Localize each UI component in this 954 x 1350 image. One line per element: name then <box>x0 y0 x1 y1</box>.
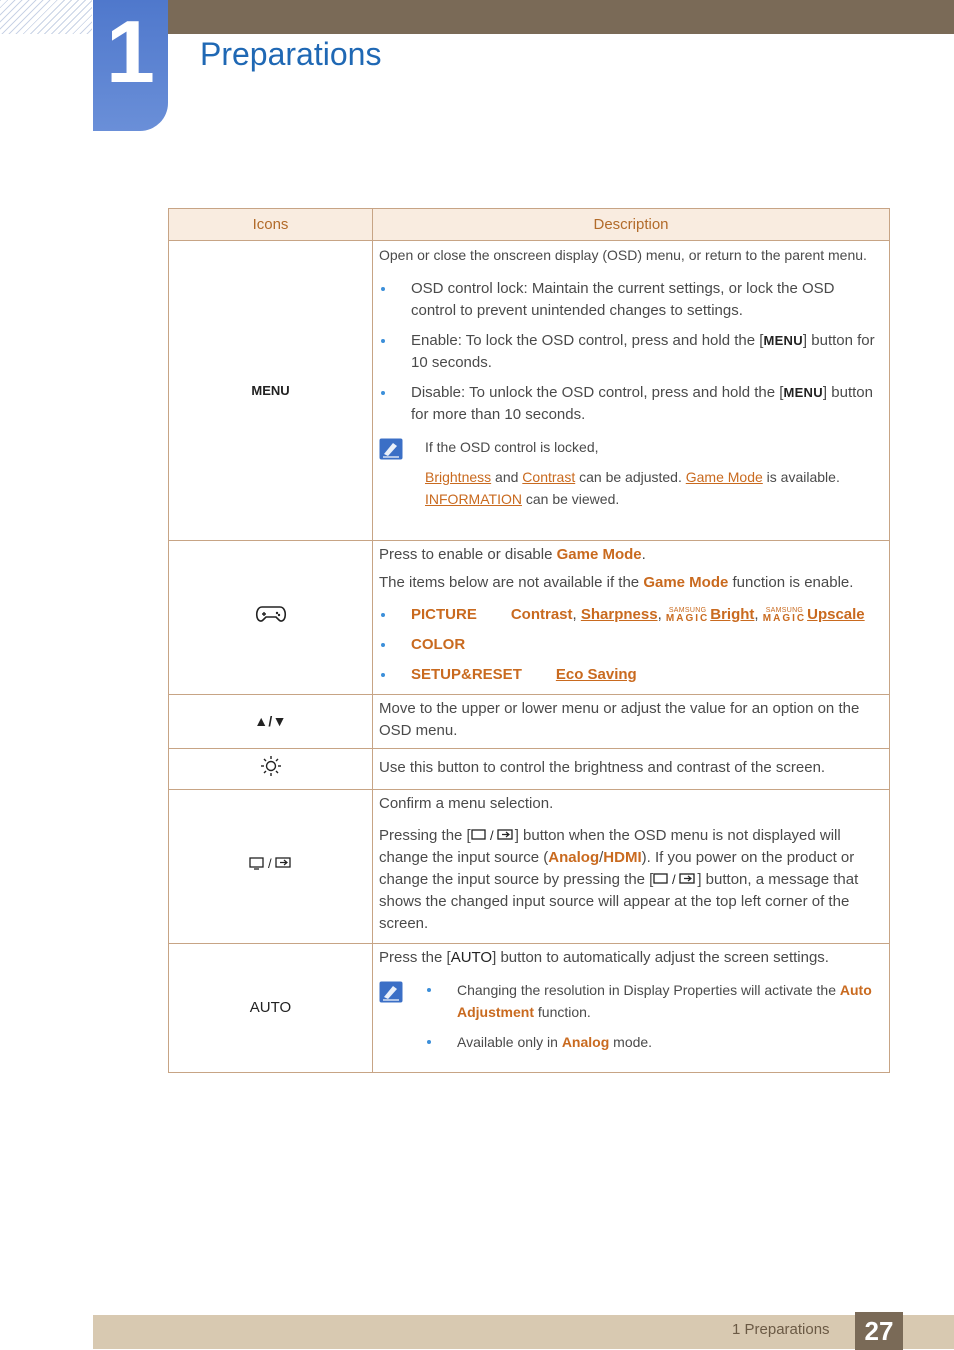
description-column-header: Description <box>373 209 890 241</box>
auto-button-label: AUTO <box>249 999 292 1016</box>
chapter-number: 1 <box>106 2 155 101</box>
analog-label: Analog <box>561 1034 610 1050</box>
enable-text-end: ] button for 10 seconds. <box>411 332 875 371</box>
table-row-source <box>169 790 890 944</box>
disable-text-end: ] button for more than 10 seconds. <box>411 384 873 423</box>
table-row-menu <box>169 241 890 541</box>
note-text: can be adjusted. <box>575 469 686 485</box>
list-item <box>379 382 883 426</box>
note-text: mode. <box>609 1034 653 1050</box>
magic-brand-text: SAMSUNG <box>668 607 707 614</box>
gamepad-icon <box>255 604 287 624</box>
note-text: and <box>491 469 523 485</box>
auto-icon-cell <box>169 944 373 1073</box>
arrows-description-cell <box>373 695 890 749</box>
game-mode-label: Game Mode <box>643 574 729 591</box>
picture-label: PICTURE <box>411 606 477 623</box>
menu-key-label: MENU <box>763 333 803 348</box>
magic-bright-link[interactable]: Bright <box>710 606 755 623</box>
brightness-text: Use this button to control the brightness and contrast of the screen. <box>379 759 826 776</box>
list-item <box>425 1031 883 1053</box>
icons-description-table <box>168 208 890 1073</box>
brightness-icon-cell <box>169 749 373 790</box>
eco-saving-link[interactable]: Eco Saving <box>555 666 637 683</box>
game-text: function is enable. <box>728 574 854 591</box>
osd-lock-note <box>379 436 883 510</box>
source-text: ). If you power on the product or change the input source by pressing the [ <box>379 849 855 888</box>
brightness-link[interactable]: Brightness <box>425 469 492 485</box>
game-line-1 <box>379 544 883 566</box>
page-number: 27 <box>855 1312 903 1350</box>
up-down-arrows-icon: ▲/▼ <box>254 713 287 729</box>
list-item <box>379 330 883 374</box>
confirm-text: Confirm a menu selection. <box>379 795 554 812</box>
magic-brand-text: SAMSUNG <box>765 607 804 614</box>
sharpness-link[interactable]: Sharpness <box>580 606 658 623</box>
list-item <box>425 979 883 1023</box>
table-row-arrows <box>169 695 890 749</box>
table-row-brightness <box>169 749 890 790</box>
note-text: Changing the resolution in Display Properties will activate the <box>457 982 840 998</box>
note-line-2 <box>425 466 883 510</box>
source-text: ] button, a message that shows the changed input source will appear at the top left corner of the screen. <box>379 871 859 932</box>
source-paragraph <box>379 825 883 935</box>
sun-icon <box>260 755 282 777</box>
auto-key-label: AUTO <box>450 949 493 966</box>
game-mode-label: Game Mode <box>556 546 642 563</box>
magic-upscale-link[interactable]: Upscale <box>807 606 865 623</box>
table-header-row <box>169 209 890 241</box>
game-mode-link[interactable]: Game Mode <box>685 469 763 485</box>
note-icon <box>379 438 403 460</box>
source-enter-icon <box>653 871 697 887</box>
header-hatch-decoration <box>0 0 92 34</box>
game-icon-cell <box>169 541 373 695</box>
auto-note <box>379 979 883 1053</box>
arrows-icon-cell <box>169 695 373 749</box>
svg-text:/: / <box>672 872 676 887</box>
source-description-cell <box>373 790 890 944</box>
chapter-tab <box>93 0 168 131</box>
source-enter-icon <box>249 855 293 871</box>
game-text: Press to enable or disable <box>379 546 557 563</box>
information-link[interactable]: INFORMATION <box>425 491 522 507</box>
footer-section-label: 1 Preparations <box>732 1321 830 1338</box>
game-description-cell <box>373 541 890 695</box>
arrows-text: Move to the upper or lower menu or adjust the value for an option on the OSD menu. <box>379 700 860 739</box>
game-text: . <box>641 546 646 563</box>
samsung-magic-logo <box>666 607 709 624</box>
setup-reset-label: SETUP&RESET <box>411 666 522 683</box>
auto-adjustment-label: Auto Adjustment <box>457 982 872 1020</box>
note-text: Available only in <box>457 1034 562 1050</box>
contrast-link[interactable]: Contrast <box>522 469 576 485</box>
source-text: ] button when the OSD menu is not displayed will change the input source ( <box>379 827 841 866</box>
list-item <box>379 278 883 322</box>
source-text: Pressing the [ <box>379 827 471 844</box>
note-text: can be viewed. <box>521 491 620 507</box>
menu-icon-cell <box>169 241 373 541</box>
svg-text:/: / <box>489 828 494 843</box>
hdmi-label: HDMI <box>603 849 642 866</box>
osd-lock-text: OSD control lock: Maintain the current settings, or lock the OSD control to prevent unintended changes to settings. <box>411 280 835 319</box>
source-enter-icon <box>471 827 515 843</box>
game-text: The items below are not available if the <box>379 574 644 591</box>
analog-label: Analog <box>548 849 600 866</box>
magic-word-text: MAGIC <box>762 613 807 624</box>
magic-word-text: MAGIC <box>665 613 710 624</box>
contrast-label: Contrast <box>510 606 573 623</box>
list-item <box>379 664 883 686</box>
menu-intro: Open or close the onscreen display (OSD) menu, or return to the parent menu. <box>379 247 867 263</box>
samsung-magic-logo <box>763 607 806 624</box>
menu-button-label: MENU <box>251 382 290 398</box>
brightness-description-cell <box>373 749 890 790</box>
note-text: is available. <box>762 469 840 485</box>
game-line-2 <box>379 572 883 594</box>
auto-text: Press the [ <box>379 949 451 966</box>
enable-text: Enable: To lock the OSD control, press and hold the [ <box>411 332 764 349</box>
svg-text:/: / <box>267 856 272 871</box>
icons-column-header: Icons <box>169 209 373 241</box>
menu-key-label: MENU <box>783 385 823 400</box>
header-bar <box>168 0 954 34</box>
table-row-game <box>169 541 890 695</box>
list-item <box>379 634 883 656</box>
auto-line <box>379 947 883 969</box>
note-line-1: If the OSD control is locked, <box>425 439 599 455</box>
table-row-auto <box>169 944 890 1073</box>
note-icon <box>379 981 403 1003</box>
color-label: COLOR <box>411 636 466 653</box>
source-text: / <box>599 849 604 866</box>
auto-text: ] button to automatically adjust the screen settings. <box>492 949 829 966</box>
note-text: function. <box>534 1004 591 1020</box>
list-item: PICTURE Contrast, Sharpness, SAMSUNG MAGIC Bright, SAMSUNG MAGIC Upscale <box>379 604 883 626</box>
page-title: Preparations <box>200 36 382 72</box>
auto-description-cell <box>373 944 890 1073</box>
source-icon-cell <box>169 790 373 944</box>
disable-text: Disable: To unlock the OSD control, press and hold the [ <box>411 384 784 401</box>
menu-description-cell <box>373 241 890 541</box>
